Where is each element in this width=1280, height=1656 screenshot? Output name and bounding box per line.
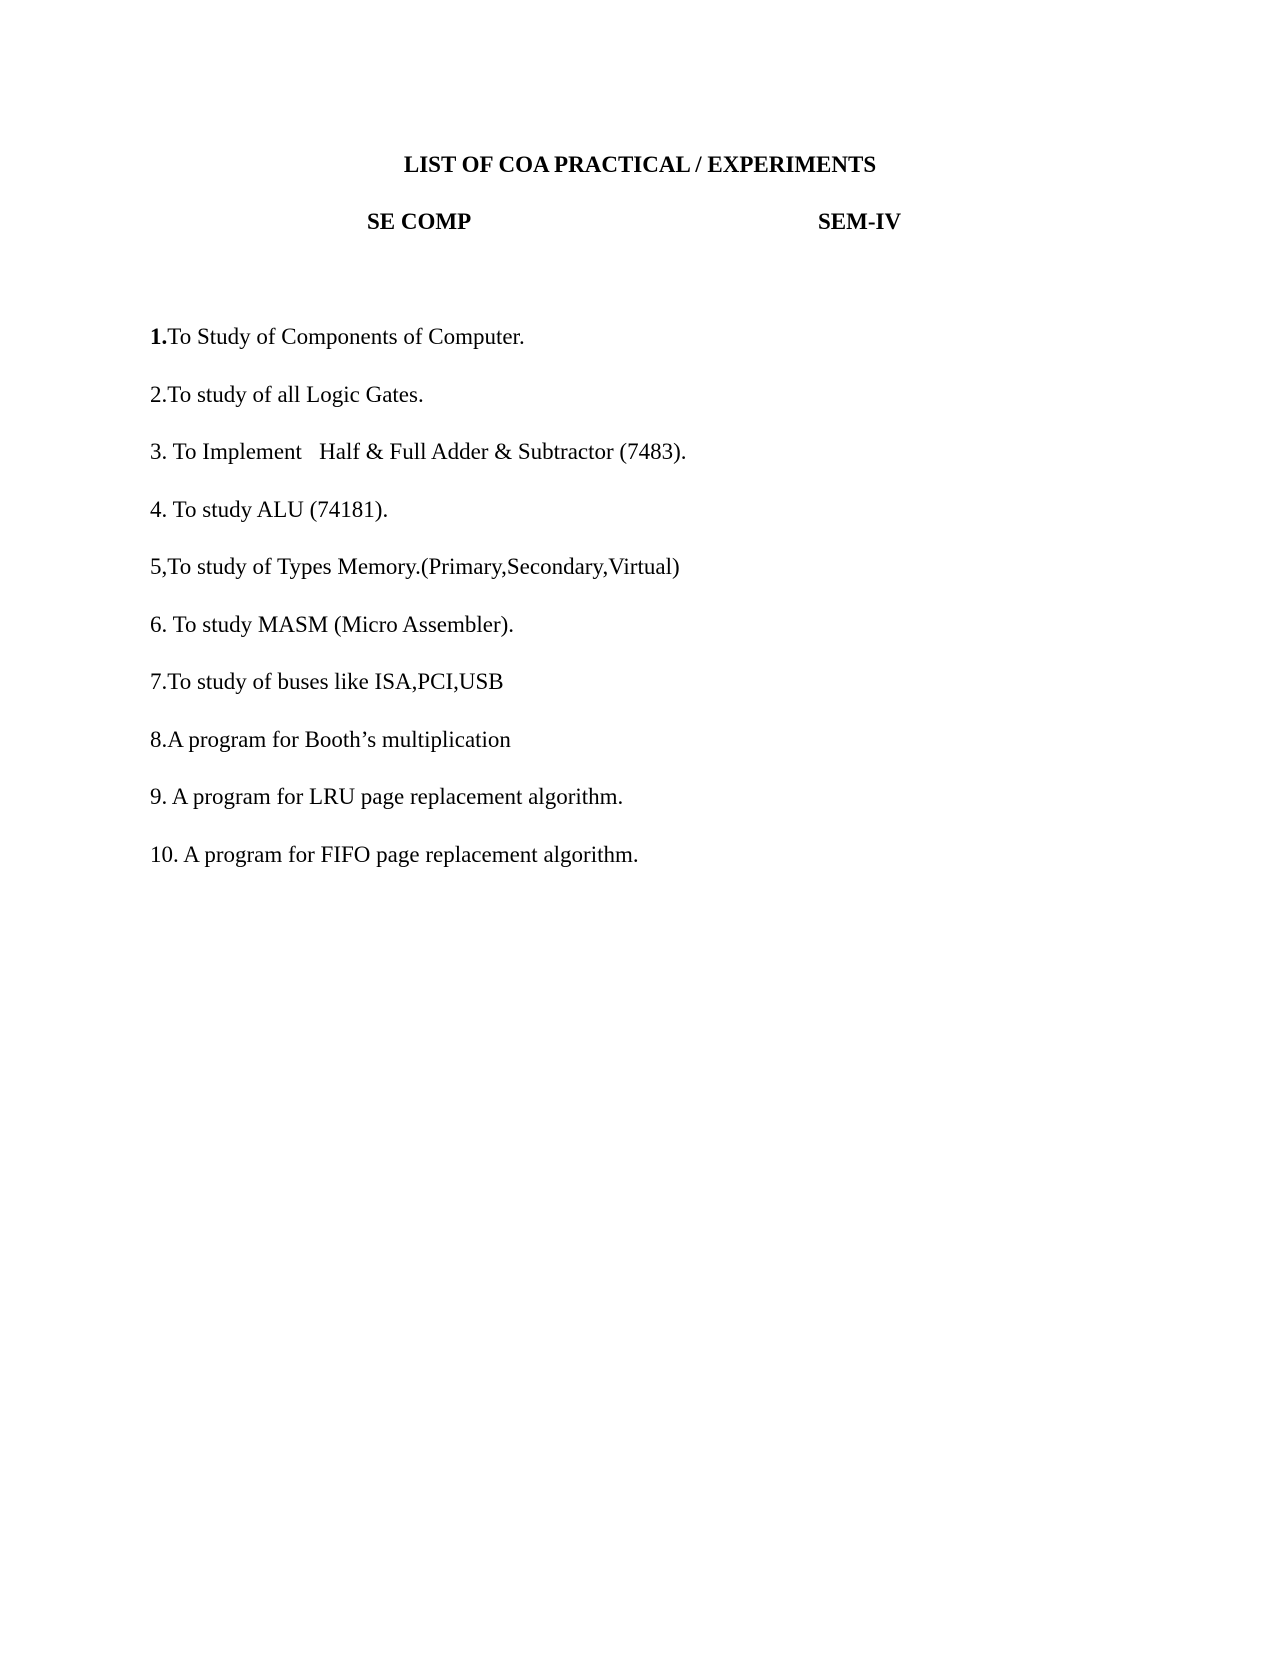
experiment-number: 9. xyxy=(150,784,172,809)
experiment-item xyxy=(150,552,686,582)
experiment-item xyxy=(150,840,686,870)
experiment-list xyxy=(150,322,686,897)
experiment-number: 2. xyxy=(150,381,168,407)
experiment-item xyxy=(150,322,686,352)
experiment-text: A program for FIFO page replacement algorithm. xyxy=(183,841,639,867)
experiment-text: A program for Booth’s multiplication xyxy=(167,726,511,752)
experiment-number: 5, xyxy=(150,554,168,579)
experiment-item xyxy=(150,610,686,640)
experiment-text: To Study of Components of Computer. xyxy=(167,324,525,349)
experiment-number: 1. xyxy=(150,324,168,349)
experiment-text: To Implement Half & Full Adder & Subtractor (7483). xyxy=(172,439,687,464)
experiment-number: 10. xyxy=(150,841,184,867)
experiment-item xyxy=(150,667,686,697)
experiment-number: 3. xyxy=(150,439,173,464)
experiment-number: 4. xyxy=(150,496,173,522)
experiment-number: 8. xyxy=(150,726,168,752)
experiment-text: To study of buses like ISA,PCI,USB xyxy=(167,669,504,694)
document-title: LIST OF COA PRACTICAL / EXPERIMENTS xyxy=(403,152,877,177)
class-label: SE COMP xyxy=(367,209,472,234)
experiment-text: To study MASM (Micro Assembler). xyxy=(172,611,515,637)
experiment-item xyxy=(150,782,686,812)
experiment-text: To study ALU (74181). xyxy=(172,496,389,522)
experiment-item xyxy=(150,380,686,410)
experiment-text: A program for LRU page replacement algorithm. xyxy=(171,784,624,809)
experiment-number: 6. xyxy=(150,611,173,637)
experiment-text: To study of all Logic Gates. xyxy=(167,381,424,407)
experiment-item xyxy=(150,495,686,525)
experiment-item xyxy=(150,725,686,755)
experiment-text: To study of Types Memory.(Primary,Secondary,Virtual) xyxy=(167,554,680,579)
experiment-item xyxy=(150,437,686,467)
semester-label: SEM-IV xyxy=(818,209,902,234)
experiment-number: 7. xyxy=(150,669,168,694)
